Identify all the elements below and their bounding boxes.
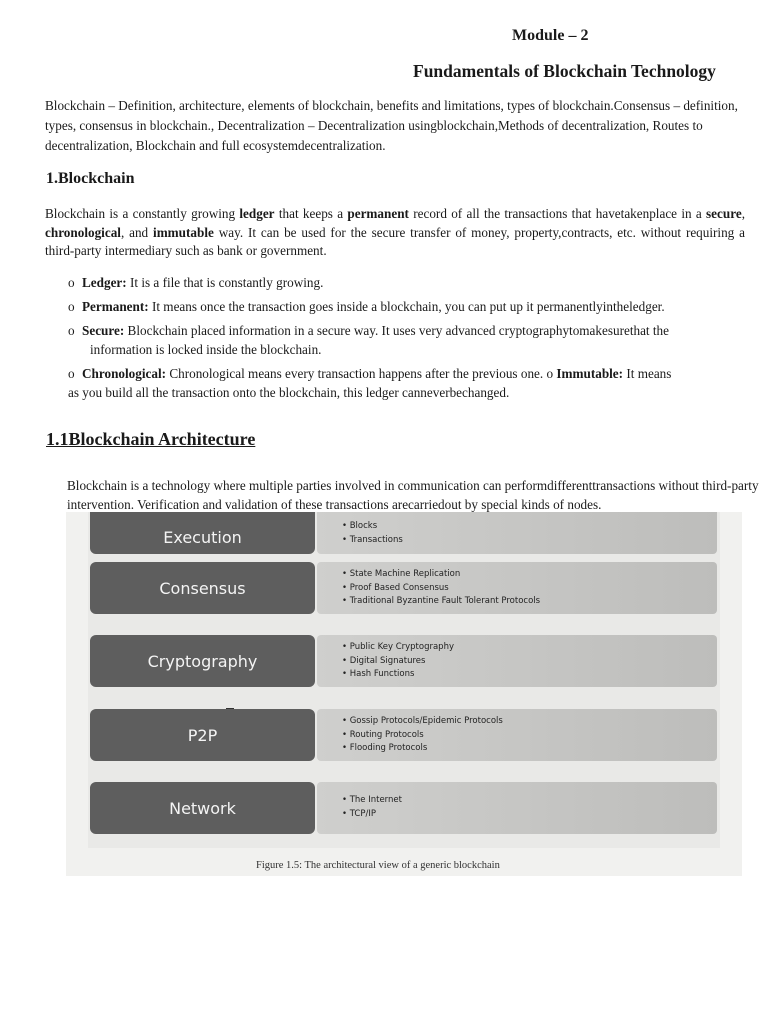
layer-execution [90, 512, 717, 554]
para-text: , and [120, 224, 154, 240]
module-label: Module – 2 [512, 27, 589, 44]
layer-label: Cryptography [90, 635, 315, 687]
layer-p2p [90, 709, 717, 761]
bullet-permanent [68, 298, 748, 317]
bullet-term: Permanent: [82, 299, 149, 314]
architecture-figure [66, 512, 742, 876]
layer-label: Consensus [90, 562, 315, 614]
para-bold-immutable: immutable [153, 224, 214, 240]
layer-description [317, 512, 717, 554]
para-bold-permanent: permanent [347, 206, 409, 221]
bullet-marker: o [68, 299, 75, 314]
layer-item: • Routing Protocols [342, 729, 717, 743]
layer-item: • Traditional Byzantine Fault Tolerant Protocols [342, 595, 717, 609]
para-text: that keeps a [274, 206, 348, 221]
para-text: Blockchain is a constantly growing [45, 206, 240, 221]
layer-label: Execution [90, 512, 315, 554]
layer-item: • TCP/IP [342, 808, 717, 822]
layer-cryptography [90, 635, 717, 687]
para-bold-chronological: chronological [45, 224, 121, 240]
layer-description [317, 562, 717, 614]
layer-item: • Gossip Protocols/Epidemic Protocols [342, 715, 717, 729]
bullet-secure [68, 322, 748, 359]
figure-caption: Figure 1.5: The architectural view of a generic blockchain [256, 860, 500, 871]
bullet-continuation: as you build all the transaction onto the blockchain, this ledger canneverbechanged. [68, 384, 510, 400]
bullet-term: Ledger: [82, 275, 127, 290]
para-text: way. It can be used for the secure transfer of money, property,contracts, etc. without requiring a third-party intermediary such as bank or government. [45, 224, 745, 258]
layer-item: • Digital Signatures [342, 655, 717, 669]
page-title: Fundamentals of Blockchain Technology [413, 61, 716, 81]
section-heading-blockchain: 1.Blockchain [46, 170, 135, 187]
layer-item: • Transactions [342, 534, 717, 548]
bullet-ledger [68, 274, 748, 293]
para-bold-secure: secure [706, 206, 742, 221]
bullet-term: Immutable: [556, 366, 624, 381]
blockchain-definition-paragraph [45, 205, 745, 261]
layer-network [90, 782, 717, 834]
layer-item: • State Machine Replication [342, 568, 717, 582]
section-heading-architecture: 1.1Blockchain Architecture [46, 429, 256, 449]
bullet-text: It is a file that is constantly growing. [126, 275, 324, 290]
layer-item: • The Internet [342, 794, 717, 808]
layer-description [317, 709, 717, 761]
bullet-text: It means once the transaction goes inside a blockchain, you can put up it permanentlyintheledger. [148, 299, 665, 314]
bullet-text: It means [623, 366, 672, 381]
bullet-text: Chronological means every transaction happens after the previous one. [166, 366, 547, 381]
para-text: , [741, 206, 745, 221]
bullet-marker: o [68, 366, 75, 381]
layer-item: • Public Key Cryptography [342, 641, 717, 655]
bullet-marker: o [68, 323, 75, 338]
layer-description [317, 635, 717, 687]
layer-description [317, 782, 717, 834]
layer-label: Network [90, 782, 315, 834]
para-text: record of all the transactions that havetakenplace in a [408, 206, 707, 221]
layer-item: • Blocks [342, 520, 717, 534]
intro-paragraph: Blockchain – Definition, architecture, elements of blockchain, benefits and limitations, types of blockchain.Consensus – definition, types, consensus in blockchain., Decentralization – Decentralization usingblockchain,Methods of decentralization, Routes to decentralization, Blockchain and full ecosystemdecentralization. [45, 98, 738, 153]
layer-item: • Flooding Protocols [342, 742, 717, 756]
bullet-continuation: information is locked inside the blockchain. [90, 341, 322, 357]
layer-item: • Hash Functions [342, 668, 717, 682]
architecture-paragraph: Blockchain is a technology where multiple parties involved in communication can performdifferenttransactions without third-party intervention. Verification and validation of these transactions arecarriedout by special kinds of nodes. [67, 478, 759, 512]
para-bold-ledger: ledger [239, 206, 275, 221]
layer-item: • Proof Based Consensus [342, 582, 717, 596]
layer-label: P2P [90, 709, 315, 761]
bullet-marker: o [546, 366, 554, 381]
layer-consensus [90, 562, 717, 614]
bullet-term: Secure: [82, 323, 125, 338]
bullet-term: Chronological: [82, 366, 167, 381]
bullet-marker: o [68, 275, 75, 290]
bullet-text: Blockchain placed information in a secure way. It uses very advanced cryptographytomakesurethat the [124, 323, 670, 338]
bullet-chronological-immutable [68, 365, 748, 402]
